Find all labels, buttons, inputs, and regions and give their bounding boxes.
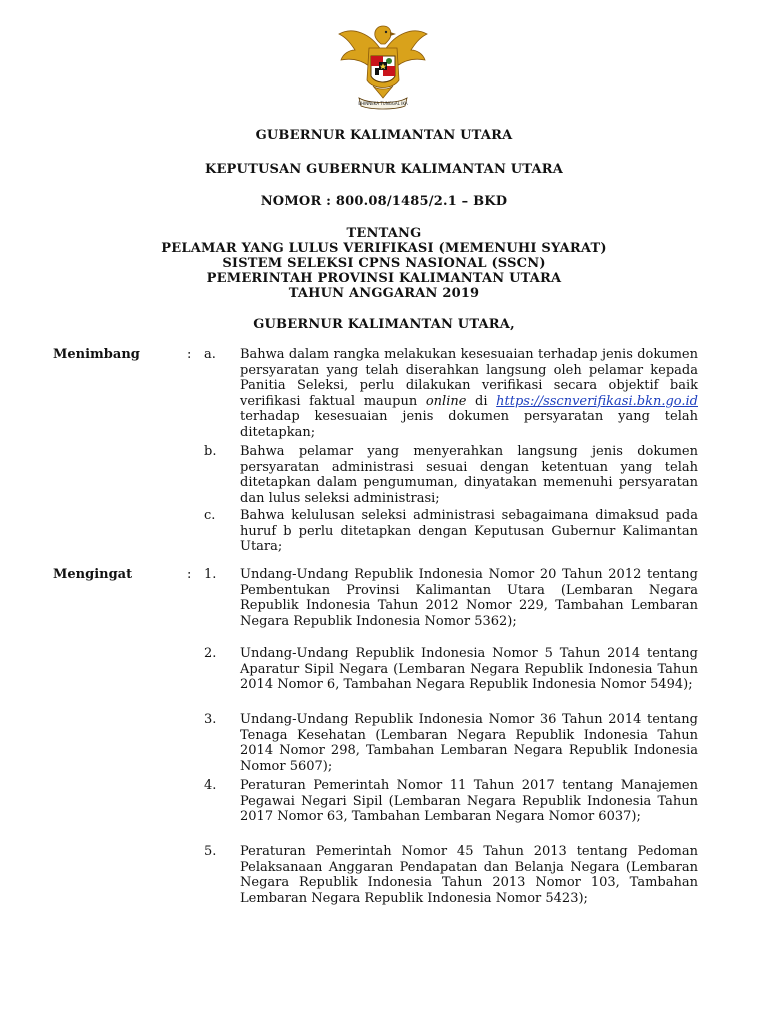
item-marker: b.: [204, 444, 217, 459]
about-label: TENTANG: [346, 226, 422, 241]
signatory-title: GUBERNUR KALIMANTAN UTARA,: [253, 317, 515, 332]
garuda-emblem-graphic: [333, 20, 433, 112]
item-text-part: Bahwa dalam rangka melakukan kesesuaian terhadap jenis dokumen persyaratan yang telah diserahkan langsung oleh pelamar kepada Panitia Seleksi, perlu dilakukan verifikasi secara objektif baik verifikasi faktual maupun: [240, 347, 698, 409]
item-marker: 3.: [204, 712, 217, 727]
item-text-part: terhadap kesesuaian jenis dokumen persyaratan yang telah ditetapkan;: [240, 409, 698, 440]
item-text-italic: online: [425, 393, 467, 409]
garuda-emblem-icon: [333, 20, 433, 112]
item-text: Undang-Undang Republik Indonesia Nomor 5 Tahun 2014 tentang Aparatur Sipil Negara (Lembaran Negara Republik Indonesia Tahun 2014 Nomor 6, Tambahan Negara Republik Indonesia Nomor 5494);: [240, 646, 698, 693]
decree-number: NOMOR : 800.08/1485/2.1 – BKD: [260, 194, 508, 209]
item-marker: 1.: [204, 567, 217, 582]
item-marker: a.: [204, 347, 216, 362]
issuer-title: GUBERNUR KALIMANTAN UTARA: [255, 128, 513, 143]
mengingat-label: Mengingat: [53, 567, 133, 582]
emblem-motto: BHINNEKA TUNGGAL IKA: [358, 101, 408, 106]
menimbang-label: Menimbang: [53, 347, 140, 362]
item-marker: c.: [204, 508, 216, 523]
item-text: Peraturan Pemerintah Nomor 45 Tahun 2013 tentang Pedoman Pelaksanaan Anggaran Pendapatan dan Belanja Negara (Lembaran Negara Republik Indonesia Tahun 2013 Nomor 103, Tambahan Lembaran Negara Republik Indonesia Nomor 5423);: [240, 844, 698, 906]
sscn-verification-link[interactable]: https://sscnverifikasi.bkn.go.id: [496, 393, 698, 409]
item-text-part: di: [466, 393, 497, 409]
mengingat-colon: :: [187, 567, 192, 582]
item-marker: 5.: [204, 844, 217, 859]
menimbang-colon: :: [187, 347, 192, 362]
subject-line-1: PELAMAR YANG LULUS VERIFIKASI (MEMENUHI SYARAT): [161, 241, 607, 256]
item-marker: 4.: [204, 778, 217, 793]
item-marker: 2.: [204, 646, 217, 661]
subject-line-2: SISTEM SELEKSI CPNS NASIONAL (SSCN): [222, 256, 546, 271]
subject-line-4: TAHUN ANGGARAN 2019: [288, 286, 480, 301]
item-text: Bahwa kelulusan seleksi administrasi sebagaimana dimaksud pada huruf b perlu ditetapkan dengan Keputusan Gubernur Kalimantan Utara;: [240, 508, 698, 555]
subject-line-3: PEMERINTAH PROVINSI KALIMANTAN UTARA: [206, 271, 562, 286]
item-text: Bahwa pelamar yang menyerahkan langsung jenis dokumen persyaratan administrasi sesuai dengan ketentuan yang telah ditetapkan dalam pengumuman, dinyatakan memenuhi persyaratan dan lulus seleksi administrasi;: [240, 444, 698, 506]
item-text: Peraturan Pemerintah Nomor 11 Tahun 2017 tentang Manajemen Pegawai Negari Sipil (Lembaran Negara Republik Indonesia Tahun 2017 Nomor 63, Tambahan Lembaran Negara Nomor 6037);: [240, 778, 698, 825]
decree-title: KEPUTUSAN GUBERNUR KALIMANTAN UTARA: [204, 162, 564, 177]
item-text: Undang-Undang Republik Indonesia Nomor 20 Tahun 2012 tentang Pembentukan Provinsi Kalimantan Utara (Lembaran Negara Republik Indonesia Tahun 2012 Nomor 229, Tambahan Lembaran Negara Republik Indonesia Nomor 5362);: [240, 567, 698, 629]
item-text: [240, 347, 698, 441]
item-text: Undang-Undang Republik Indonesia Nomor 36 Tahun 2014 tentang Tenaga Kesehatan (Lembaran Negara Republik Indonesia Tahun 2014 Nomor 298, Tambahan Lembaran Negara Republik Indonesia Nomor 5607);: [240, 712, 698, 774]
